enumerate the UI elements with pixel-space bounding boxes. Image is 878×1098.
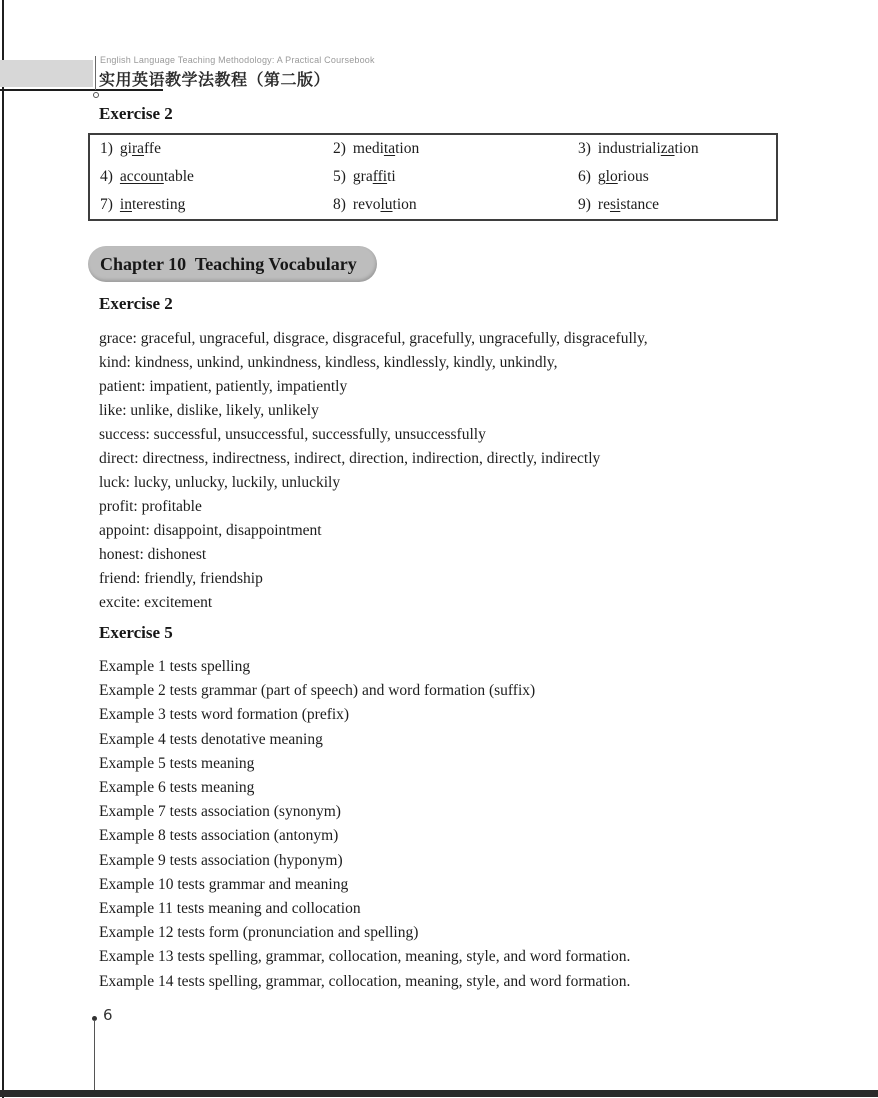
example-line: Example 13 tests spelling, grammar, collocation, meaning, style, and word formation.: [99, 948, 631, 966]
vocab-line: like: unlike, dislike, likely, unlikely: [99, 402, 319, 419]
word-stress-table: [88, 133, 778, 221]
header-vertical-line: [95, 56, 96, 90]
word: industrialization: [597, 140, 699, 157]
stressed-syllable: si: [609, 196, 621, 213]
word-item: [568, 191, 776, 219]
word: meditation: [352, 140, 420, 157]
book-title-chinese: 实用英语教学法教程（第二版）: [99, 70, 331, 89]
testing-exercise-heading: Exercise 5: [99, 623, 173, 642]
vocabulary-exercise-heading: Exercise 2: [99, 294, 173, 313]
word-item: [323, 191, 568, 219]
item-number: 2): [333, 140, 346, 157]
vocab-line: kind: kindness, unkind, unkindness, kindless, kindlessly, kindly, unkindly,: [99, 354, 558, 371]
word-item: [323, 135, 568, 163]
word: revolution: [352, 196, 417, 213]
item-number: 7): [100, 196, 113, 213]
word-item: [323, 163, 568, 191]
word-item: [568, 163, 776, 191]
item-number: 4): [100, 168, 113, 185]
book-title-english: English Language Teaching Methodology: A Practical Coursebook: [100, 55, 375, 65]
stressed-syllable: za: [660, 140, 675, 157]
word: graffiti: [352, 168, 396, 185]
vocab-line: friend: friendly, friendship: [99, 570, 263, 587]
example-line: Example 4 tests denotative meaning: [99, 730, 323, 748]
word-item: [568, 135, 776, 163]
word-item: [90, 135, 323, 163]
stress-exercise-heading: Exercise 2: [99, 104, 173, 123]
example-line: Example 2 tests grammar (part of speech) and word formation (suffix): [99, 682, 536, 700]
vocab-line: luck: lucky, unlucky, luckily, unluckily: [99, 474, 341, 491]
page-left-border: [2, 0, 4, 1098]
example-line: Example 3 tests word formation (prefix): [99, 706, 350, 724]
example-line: Example 14 tests spelling, grammar, collocation, meaning, style, and word formation.: [99, 972, 631, 990]
vocab-line: profit: profitable: [99, 498, 202, 515]
example-line: Example 5 tests meaning: [99, 754, 255, 772]
vocab-line: grace: graceful, ungraceful, disgrace, disgraceful, gracefully, ungracefully, disgracefully,: [99, 330, 648, 347]
word: interesting: [119, 196, 186, 213]
stressed-syllable: accoun: [119, 168, 164, 185]
vocab-line: direct: directness, indirectness, indirect, direction, indirection, directly, indirectly: [99, 450, 601, 467]
word-item: [90, 163, 323, 191]
item-number: 6): [578, 168, 591, 185]
word: giraffe: [119, 140, 161, 157]
stressed-syllable: ta: [383, 140, 396, 157]
vocab-line: patient: impatient, patiently, impatiently: [99, 378, 348, 395]
stressed-syllable: ra: [131, 140, 145, 157]
vocab-line: appoint: disappoint, disappointment: [99, 522, 322, 539]
example-line: Example 11 tests meaning and collocation: [99, 900, 361, 918]
example-test-list: [99, 655, 630, 994]
example-line: Example 12 tests form (pronunciation and spelling): [99, 924, 419, 942]
item-number: 1): [100, 140, 113, 157]
word-item: [90, 191, 323, 219]
vocab-line: success: successful, unsuccessful, successfully, unsuccessfully: [99, 426, 486, 443]
word: resistance: [597, 196, 660, 213]
header-gray-block: [0, 60, 93, 87]
stressed-syllable: in: [119, 196, 132, 213]
vocab-line: excite: excitement: [99, 594, 213, 611]
example-line: Example 6 tests meaning: [99, 779, 255, 797]
footer-vertical-line: [94, 1020, 95, 1090]
chapter-heading-pill: Chapter 10 Teaching Vocabulary: [88, 246, 377, 282]
header-end-circle: [93, 92, 99, 98]
example-line: Example 8 tests association (antonym): [99, 827, 339, 845]
word: glorious: [597, 168, 649, 185]
word-formation-list: [99, 327, 648, 615]
example-line: Example 1 tests spelling: [99, 658, 251, 675]
page-number: 6: [103, 1006, 113, 1024]
item-number: 3): [578, 140, 591, 157]
page-bottom-bar: [0, 1090, 878, 1097]
word: accountable: [119, 168, 194, 185]
example-line: Example 10 tests grammar and meaning: [99, 875, 349, 893]
vocab-line: honest: dishonest: [99, 546, 207, 563]
item-number: 9): [578, 196, 591, 213]
item-number: 8): [333, 196, 346, 213]
stressed-syllable: lo: [605, 168, 618, 185]
example-line: Example 7 tests association (synonym): [99, 803, 341, 821]
stressed-syllable: ffi: [372, 168, 388, 185]
stressed-syllable: lu: [380, 196, 393, 213]
item-number: 5): [333, 168, 346, 185]
example-line: Example 9 tests association (hyponym): [99, 851, 343, 869]
